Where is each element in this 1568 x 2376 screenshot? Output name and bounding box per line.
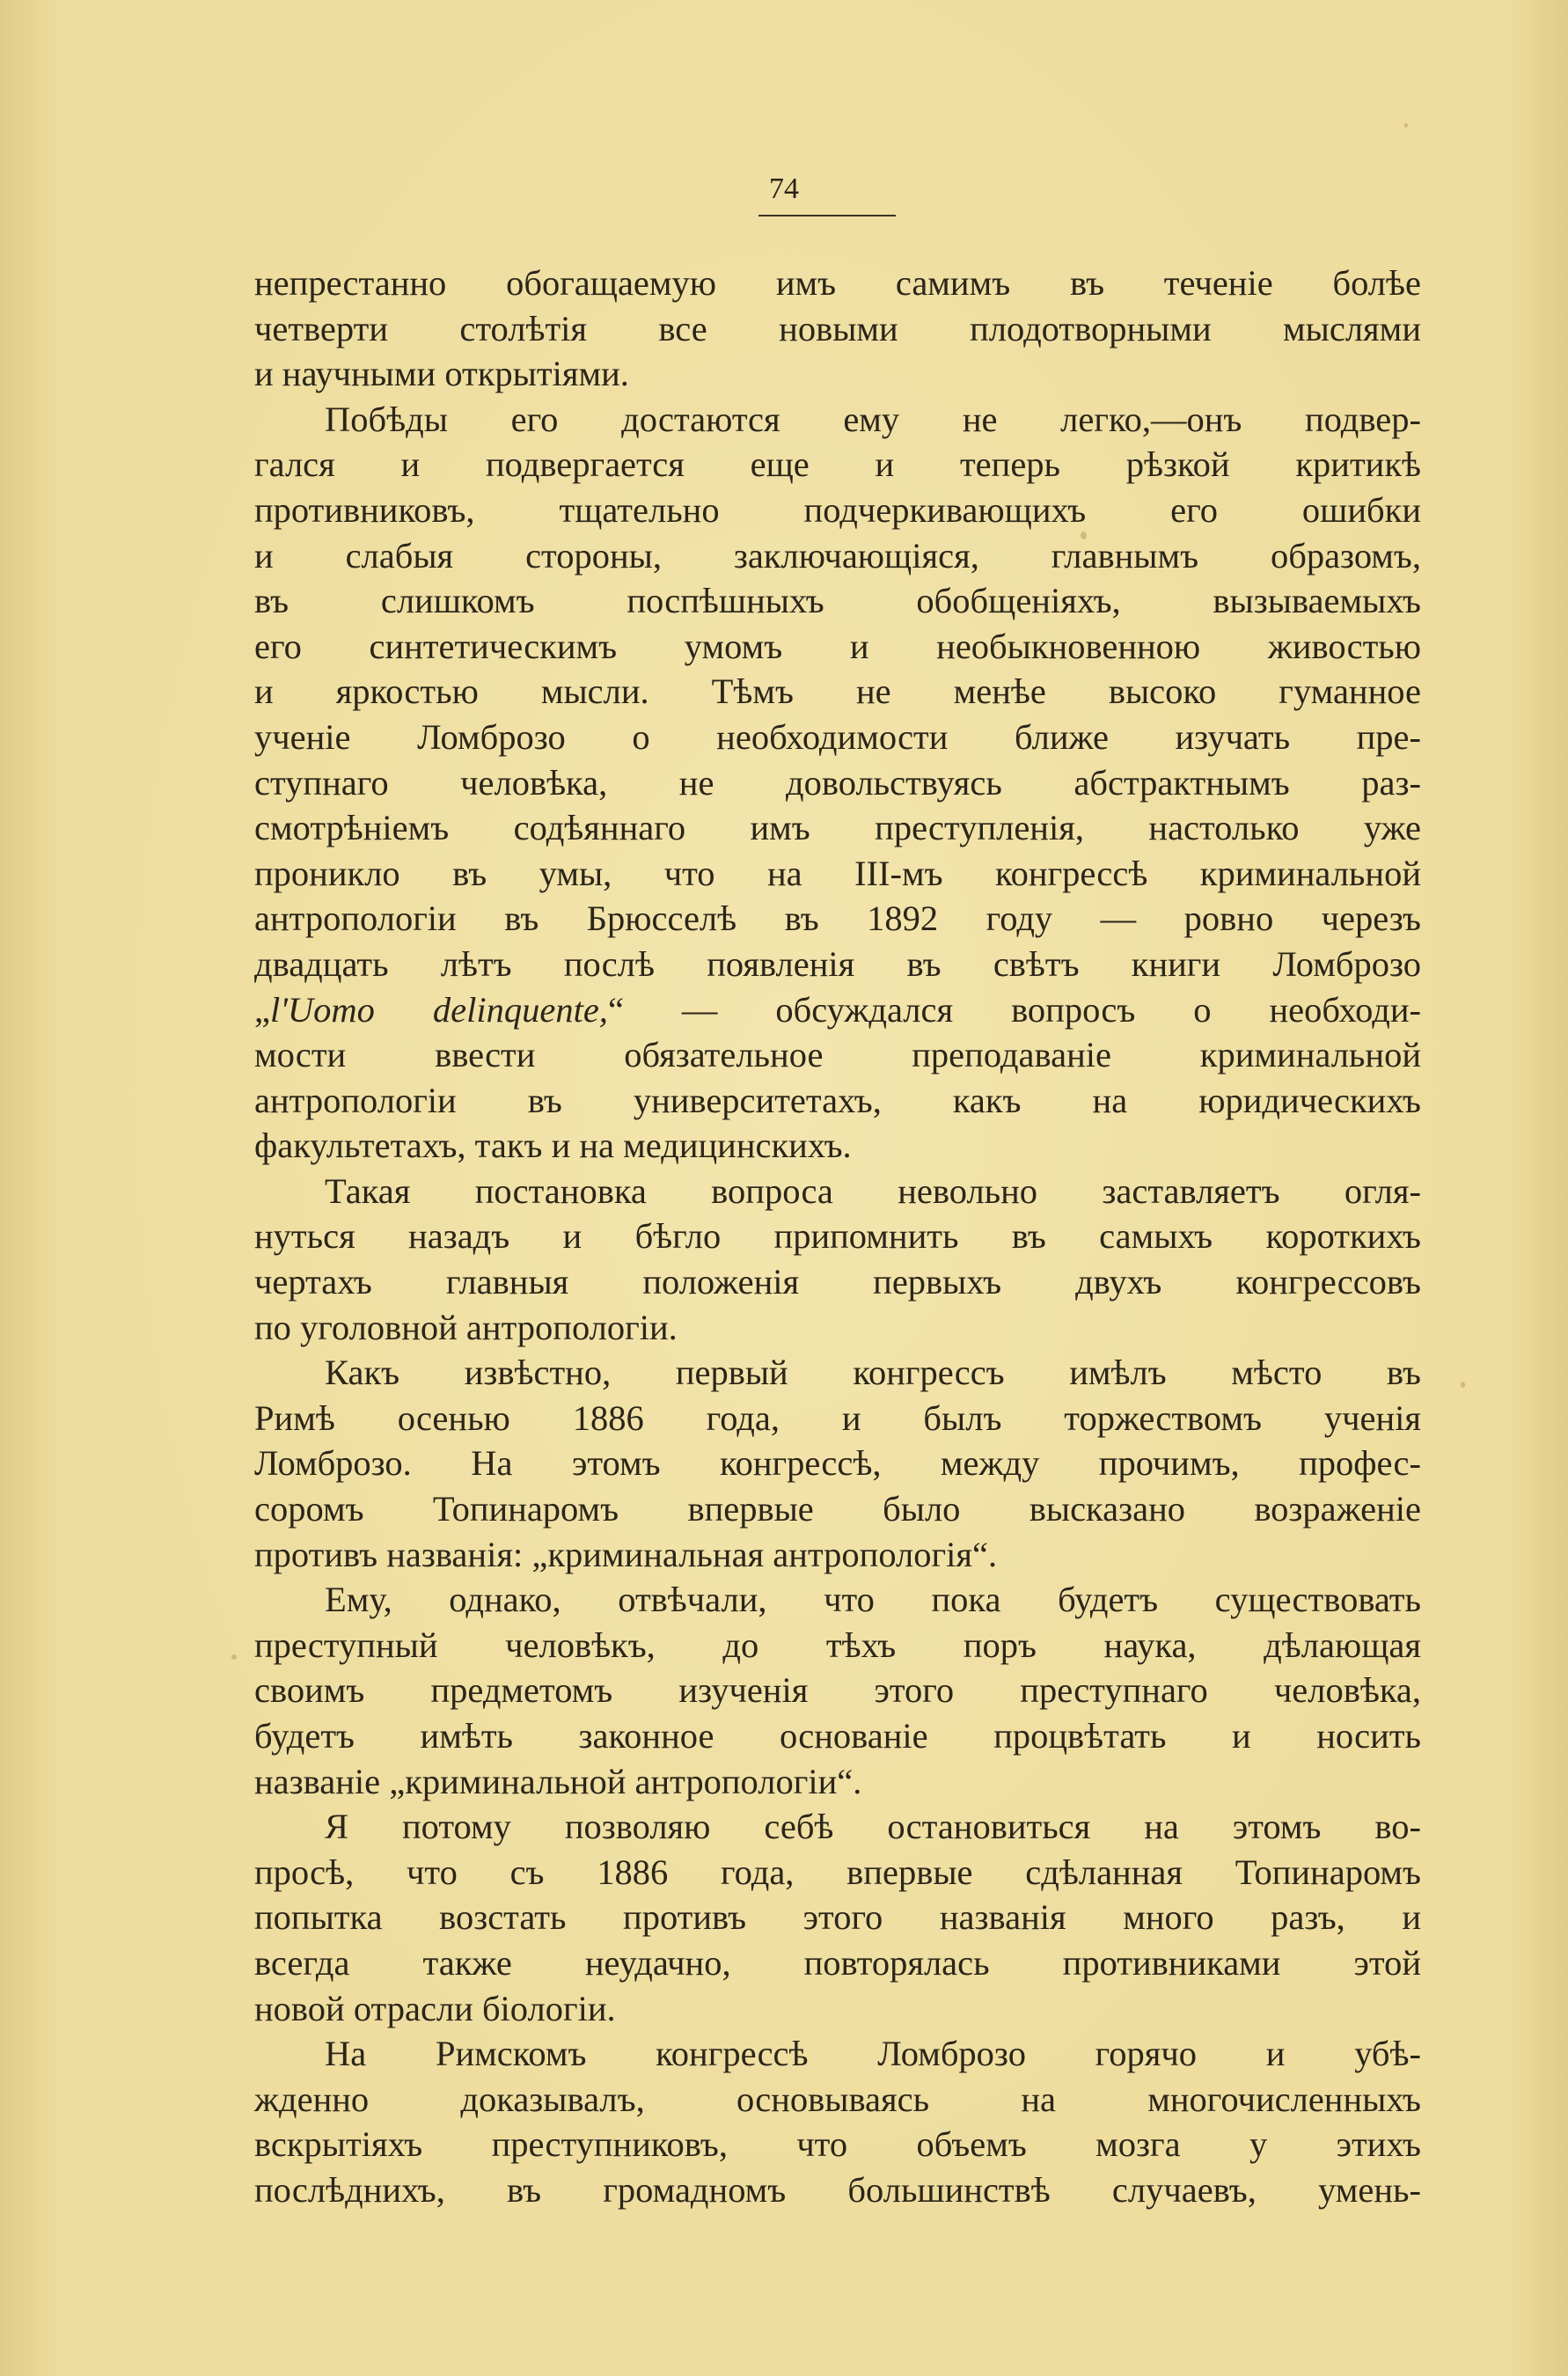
text-line: антропологіи въ университетахъ, какъ на юридическихъ (254, 1080, 1421, 1120)
text-line: двадцать лѣтъ послѣ появленія въ свѣтъ книги Ломброзо (254, 943, 1421, 984)
text-line: Какъ извѣстно, первый конгрессъ имѣлъ мѣсто въ (325, 1353, 1421, 1393)
text-line: всегда также неудачно, повторялась противниками этой (254, 1942, 1421, 1983)
text-line: Побѣды его достаются ему не легко,—онъ подвер- (325, 399, 1421, 439)
paper-stain (1461, 1382, 1465, 1388)
text-line: На Римскомъ конгрессѣ Ломброзо горячо и убѣ- (325, 2034, 1421, 2074)
text-line: Я потому позволяю себѣ остановиться на этомъ во- (325, 1807, 1421, 1847)
text-line: попытка возстать противъ этого названія много разъ, и (254, 1897, 1421, 1938)
text-line: Ему, однако, отвѣчали, что пока будетъ существовать (325, 1580, 1421, 1620)
text-line: антропологіи въ Брюсселѣ въ 1892 году — ровно черезъ (254, 898, 1421, 939)
text-line: по уголовной антропологіи. (254, 1307, 678, 1347)
text-line: соромъ Топинаромъ впервые было высказано возраженіе (254, 1489, 1421, 1529)
text-line: Такая постановка вопроса невольно заставляетъ огля- (325, 1170, 1421, 1211)
text-line: новой отрасли біологіи. (254, 1988, 616, 2028)
text-line: ступнаго человѣка, не довольствуясь абстрактнымъ раз- (254, 762, 1421, 803)
body-text (254, 260, 1421, 2213)
line-remainder: “ — обсуждался вопросъ о необходи- (607, 989, 1421, 1030)
text-line: названіе „криминальной антропологіи“. (254, 1761, 862, 1801)
text-line: будетъ имѣть законное основаніе процвѣтать и носить (254, 1716, 1421, 1756)
text-line: и яркостью мысли. Тѣмъ не менѣе высоко гуманное (254, 671, 1421, 712)
text-line: чертахъ главныя положенія первыхъ двухъ конгрессовъ (254, 1262, 1421, 1302)
text-line: четверти столѣтія все новыми плодотворными мыслями (254, 308, 1421, 348)
text-line: Ломброзо. На этомъ конгрессѣ, между прочимъ, профес- (254, 1443, 1421, 1484)
page-number: 74 (769, 172, 799, 205)
text-line: и слабыя стороны, заключающіяся, главнымъ образомъ, (254, 535, 1421, 576)
text-line: преступный человѣкъ, до тѣхъ поръ наука, дѣлающая (254, 1624, 1421, 1665)
text-line: мости ввести обязательное преподаваніе криминальной (254, 1035, 1421, 1075)
text-line: его синтетическимъ умомъ и необыкновенною живостью (254, 626, 1421, 666)
text-line: жденно доказывалъ, основываясь на многочисленныхъ (254, 2079, 1421, 2119)
text-line: проникло въ умы, что на III-мъ конгрессѣ криминальной (254, 853, 1421, 893)
text-line: вскрытіяхъ преступниковъ, что объемъ мозга у этихъ (254, 2124, 1421, 2165)
paper-stain (231, 1654, 237, 1660)
book-title: l'Uomo delinquente, (269, 989, 608, 1030)
text-line: и научными открытіями. (254, 354, 629, 394)
text-line: смотрѣніемъ содѣяннаго имъ преступленія, настолько уже (254, 808, 1421, 848)
text-line: Римѣ осенью 1886 года, и былъ торжествомъ ученія (254, 1397, 1421, 1438)
text-line: въ слишкомъ поспѣшныхъ обобщеніяхъ, вызываемыхъ (254, 581, 1421, 621)
text-line-with-book-title (254, 987, 1421, 1033)
text-line: своимъ предметомъ изученія этого преступнаго человѣка, (254, 1670, 1421, 1711)
text-line: ученіе Ломброзо о необходимости ближе изучать пре- (254, 716, 1421, 757)
page-number-rule (758, 215, 896, 216)
text-line: просѣ, что съ 1886 года, впервые сдѣланная Топинаромъ (254, 1852, 1421, 1892)
opening-quote: „ (254, 989, 270, 1030)
text-line: гался и подвергается еще и теперь рѣзкой критикѣ (254, 444, 1421, 485)
text-line: послѣднихъ, въ громадномъ большинствѣ случаевъ, умень- (254, 2169, 1421, 2210)
text-line: факультетахъ, такъ и на медицинскихъ. (254, 1126, 852, 1166)
text-line: противниковъ, тщательно подчеркивающихъ его ошибки (254, 489, 1421, 530)
text-line: нуться назадъ и бѣгло припомнить въ самыхъ короткихъ (254, 1216, 1421, 1257)
text-line: непрестанно обогащаемую имъ самимъ въ теченіе болѣе (254, 263, 1421, 303)
text-line: противъ названія: „криминальная антропологія“. (254, 1534, 998, 1574)
paper-stain (1404, 123, 1408, 128)
